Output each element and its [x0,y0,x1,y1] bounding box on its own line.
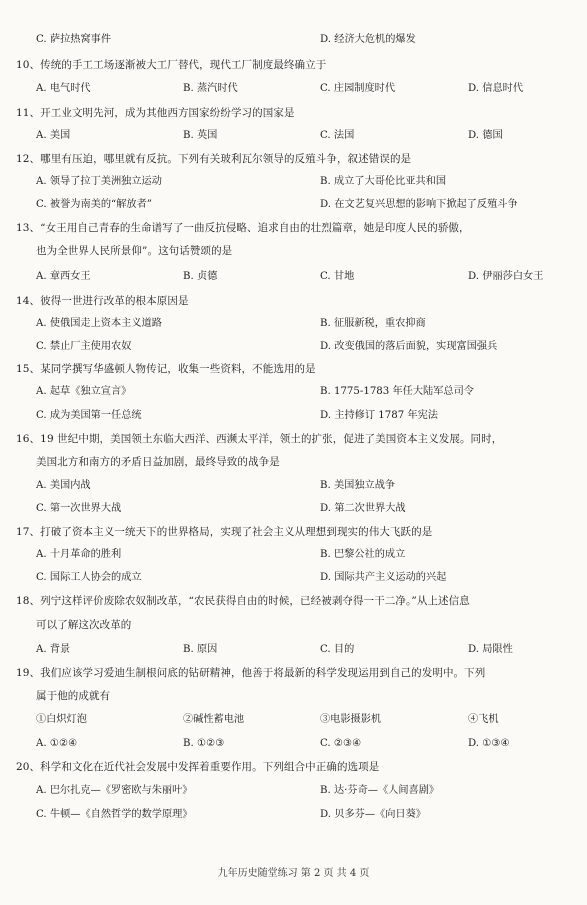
option-text: D. 改变俄国的落后面貌，实现富国强兵 [320,341,498,352]
option-text: A. 十月革命的胜利 [36,549,122,560]
option-text: C. 法国 [320,130,355,141]
question-text: 美国北方和南方的矛盾日益加剧，最终导致的战争是 [36,456,280,468]
option-text: B. 英国 [183,130,218,141]
q20-options-cd [0,805,587,825]
q18-options [0,640,587,660]
option-text: A. 美国 [36,130,71,141]
option-text: D. 国际共产主义运动的兴起 [320,572,447,583]
q18-stem-1 [0,591,587,611]
question-text: 10、传统的手工工场逐渐被大工厂替代，现代工厂制度最终确立于 [16,59,327,71]
q17-options-ab [0,545,587,565]
question-text: 12、哪里有压迫，哪里就有反抗。下列有关玻利瓦尔领导的反殖斗争，叙述错误的是 [16,153,412,165]
q9-options-cd [0,30,587,50]
option-text: B. 成立了大哥伦比亚共和国 [320,176,447,187]
option-text: D. 信息时代 [468,83,524,94]
q15-options-ab [0,382,587,402]
option-text: D. ①③④ [468,738,510,749]
option-text: C. 萨拉热窝事件 [36,34,112,45]
q14-stem [0,291,587,311]
option-text: D. 局限性 [468,644,513,655]
q15-options-cd [0,406,587,426]
question-text: 也为全世界人民所景仰”。这句话赞颂的是 [36,245,233,257]
q11-stem [0,103,587,123]
q12-options-cd [0,195,587,215]
q19-stem-1 [0,663,587,683]
option-text: ④飞机 [468,714,499,725]
option-text: B. 巴黎公社的成立 [320,549,406,560]
q16-options-cd [0,499,587,519]
q20-stem [0,757,587,777]
option-text: C. 被誉为南美的“解放者” [36,199,153,210]
q13-options [0,267,587,287]
option-text: A. 章西女王 [36,271,91,282]
question-text: 17、打破了资本主义一统天下的世界格局，实现了社会主义从理想到现实的伟大飞跃的是 [16,526,433,538]
q16-stem-1 [0,429,587,449]
option-text: A. 背景 [36,644,71,655]
option-text: B. 贞德 [183,271,218,282]
q15-stem [0,359,587,379]
option-text: ③电影摄影机 [320,714,382,725]
page-footer: 九年历史随堂练习 第 2 页 共 4 页 [217,868,370,879]
question-text: 18、列宁这样评价废除农奴制改革，“农民获得自由的时候，已经被剥夺得一干二净。”从上述信息 [16,595,470,607]
option-text: B. 蒸汽时代 [183,83,238,94]
option-text: D. 在文艺复兴思想的影响下掀起了反殖斗争 [320,199,518,210]
question-text: 11、开工业文明先河，成为其他西方国家纷纷学习的国家是 [16,107,295,119]
option-text: D. 德国 [468,130,503,141]
q14-options-cd [0,337,587,357]
q19-items [0,710,587,730]
option-text: C. 国际工人协会的成立 [36,572,142,583]
option-text: A. 电气时代 [36,83,91,94]
option-text: B. 达·芬奇—《人间喜剧》 [320,785,440,796]
option-text: A. 领导了拉丁美洲独立运动 [36,176,162,187]
option-text: C. 庄园制度时代 [320,83,396,94]
question-text: 15、某同学撰写华盛顿人物传记，收集一些资料，不能选用的是 [16,363,316,375]
option-text: B. 原因 [183,644,218,655]
option-text: C. ②③④ [320,738,362,749]
q11-options [0,126,587,146]
option-text: A. 使俄国走上资本主义道路 [36,318,162,329]
question-text: 可以了解这次改革的 [36,619,132,631]
option-text: B. 美国独立战争 [320,480,396,491]
option-text: C. 禁止厂主使用农奴 [36,341,132,352]
option-text: C. 第一次世界大战 [36,503,122,514]
option-text: D. 主持修订 1787 年宪法 [320,410,438,421]
option-text: B. 征服新税，重农抑商 [320,318,426,329]
option-text: D. 贝多芬—《向日葵》 [320,809,426,820]
option-text: ②碱性蓄电池 [183,714,245,725]
option-text: B. ①②③ [183,738,225,749]
option-text: A. 巴尔扎克—《罗密欧与朱丽叶》 [36,785,193,796]
q10-options [0,79,587,99]
option-text: C. 成为美国第一任总统 [36,410,142,421]
option-text: B. 1775-1783 年任大陆军总司令 [320,386,474,397]
q18-stem-2 [0,615,587,635]
question-text: 13、“女王用自己青春的生命谱写了一曲反抗侵略、追求自由的壮烈篇章，她是印度人民的骄傲， [16,222,470,234]
question-text: 14、彼得一世进行改革的根本原因是 [16,295,189,307]
option-text: C. 牛顿—《自然哲学的数学原理》 [36,809,193,820]
question-text: 20、科学和文化在近代社会发展中发挥着重要作用。下列组合中正确的选项是 [16,761,380,773]
q12-stem [0,149,587,169]
q17-stem [0,522,587,542]
option-text: D. 经济大危机的爆发 [320,34,416,45]
option-text: A. 美国内战 [36,480,91,491]
q12-options-ab [0,172,587,192]
option-text: C. 甘地 [320,271,355,282]
q13-stem-2 [0,241,587,261]
option-text: D. 伊丽莎白女王 [468,271,544,282]
question-text: 19、我们应该学习爱迪生制根问底的钻研精神，他善于将最新的科学发现运用到自己的发明中。下列 [16,667,486,679]
q16-stem-2 [0,452,587,472]
q17-options-cd [0,568,587,588]
q10-stem [0,55,587,75]
option-text: D. 第二次世界大战 [320,503,406,514]
q13-stem-1 [0,218,587,238]
q14-options-ab [0,314,587,334]
q20-options-ab [0,781,587,801]
option-text: A. ①②④ [36,738,78,749]
question-text: 属于他的成就有 [36,690,111,702]
option-text: A. 起草《独立宣言》 [36,386,132,397]
option-text: ①白炽灯泡 [36,714,87,725]
option-text: C. 目的 [320,644,355,655]
q19-stem-2 [0,686,587,706]
q19-options [0,734,587,754]
question-text: 16、19 世纪中期，美国领土东临大西洋、西濒太平洋，领土的扩张，促进了美国资本主义发展。同时， [16,433,503,445]
q16-options-ab [0,476,587,496]
